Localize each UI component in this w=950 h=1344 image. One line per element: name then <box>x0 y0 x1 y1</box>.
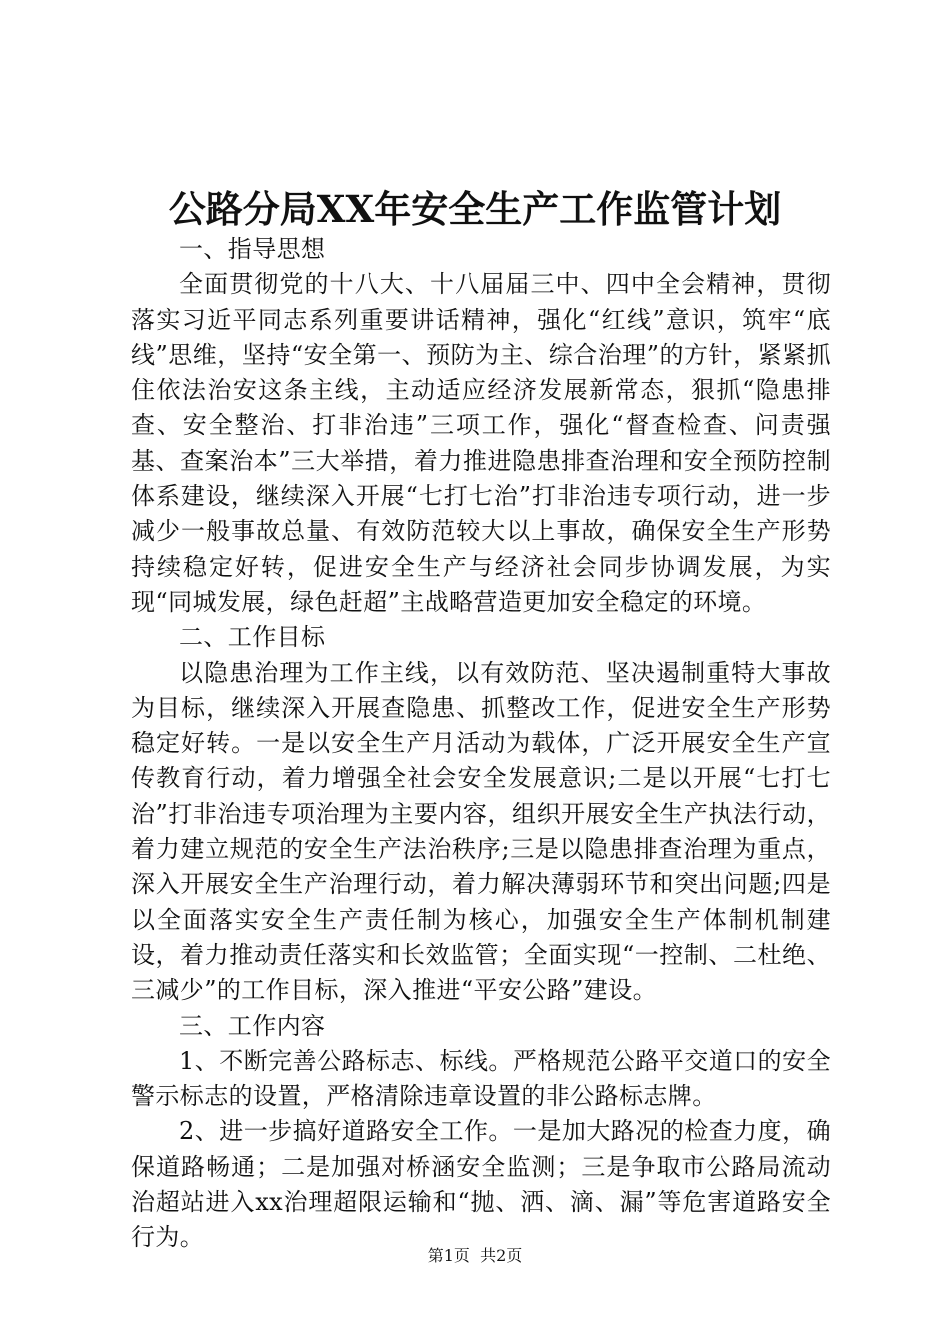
page-number-total: 共2页 <box>480 1246 523 1265</box>
section-heading-work-content: 三、工作内容 <box>179 1011 326 1040</box>
page-title: 公路分局XX年安全生产工作监管计划 <box>168 187 782 231</box>
paragraph-work-content-1: 1、不断完善公路标志、标线。严格规范公路平交道口的安全警示标志的设置，严格清除违章设置的非公路标志牌。 <box>131 1046 831 1111</box>
document-body <box>131 232 831 1256</box>
section-heading-guiding-ideology: 一、指导思想 <box>179 235 326 263</box>
page-number-current: 第1页 <box>427 1246 470 1265</box>
paragraph-work-goals: 以隐患治理为工作主线，以有效防范、坚决遏制重特大事故为目标，继续深入开展查隐患、抓整改工作，促进安全生产形势稳定好转。一是以安全生产月活动为载体，广泛开展安全生产宣传教育行动，着力增强全社会安全发展意识;二是以开展“七打七治”打非治违专项治理为主要内容，组织开展安全生产执法行动，着力建立规范的安全生产法治秩序;三是以隐患排查治理为重点，深入开展安全生产治理行动，着力解决薄弱环节和突出问题;四是以全面落实安全生产责任制为核心，加强安全生产体制机制建设，着力推动责任落实和长效监管；全面实现“一控制、二杜绝、三减少”的工作目标，深入推进“平安公路”建设。 <box>131 658 831 1005</box>
section-heading-work-goals: 二、工作目标 <box>179 623 326 652</box>
paragraph-guiding-ideology: 全面贯彻党的十八大、十八届届三中、四中全会精神，贯彻落实习近平同志系列重要讲话精神，强化“红线”意识，筑牢“底线”思维，坚持“安全第一、预防为主、综合治理”的方针，紧紧抓住依法治安这条主线，主动适应经济发展新常态，狠抓“隐患排查、安全整治、打非治违”三项工作，强化“督查检查、问责强基、查案治本”三大举措，着力推进隐患排查治理和安全预防控制体系建设，继续深入开展“七打七治”打非治违专项行动，进一步减少一般事故总量、有效防范较大以上事故，确保安全生产形势持续稳定好转，促进安全生产与经济社会同步协调发展，为实现“同城发展，绿色赶超”主战略营造更加安全稳定的环境。 <box>131 270 831 616</box>
footer-separator <box>470 1246 480 1265</box>
page-footer <box>0 1246 950 1266</box>
paragraph-work-content-2: 2、进一步搞好道路安全工作。一是加大路况的检查力度，确保道路畅通；二是加强对桥涵安全监测；三是争取市公路局流动治超站进入xx治理超限运输和“抛、洒、滴、漏”等危害道路安全行为。 <box>131 1117 831 1252</box>
